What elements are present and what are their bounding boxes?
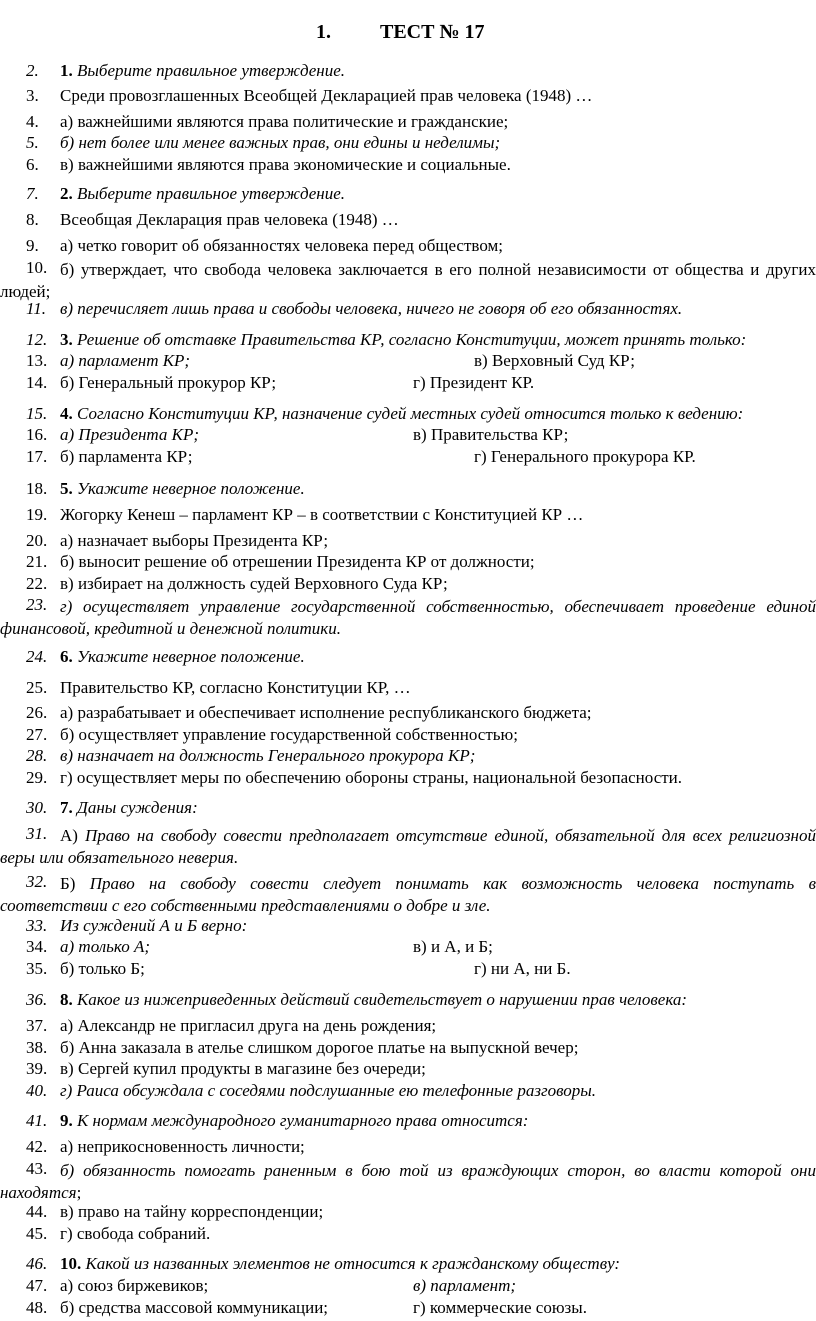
line-text: а) важнейшими являются права политические и гражданские;: [60, 112, 509, 131]
line-text: Всеобщая Декларация прав человека (1948) …: [60, 210, 399, 229]
question-line: [0, 113, 816, 135]
question-line: [0, 237, 816, 259]
line-number: 7.: [26, 184, 39, 203]
question-heading: [0, 331, 816, 353]
line-text: г) осуществляет меры по обеспечению обороны страны, национальной безопасности.: [60, 768, 683, 787]
line-number: 4.: [26, 112, 39, 131]
question-line: [0, 448, 816, 470]
line-text: а) неприкосновенность личности;: [60, 1137, 305, 1156]
question-line: [0, 1138, 816, 1160]
answer-option-right: г) Генерального прокурора КР.: [474, 447, 696, 466]
line-text: Право на свободу совести следует понимать как возможность человека поступать в соответствии с его собственными представлениями о добре и зле.: [0, 874, 816, 915]
question-number: 3.: [60, 330, 73, 349]
line-number: 29.: [26, 768, 48, 787]
line-text: б) утверждает, что свобода человека заключается в его полной независимости от общества и других людей;: [0, 260, 816, 301]
line-text: в) Сергей купил продукты в магазине без очереди;: [60, 1059, 426, 1078]
line-number: 9.: [26, 236, 39, 255]
line-number: 22.: [26, 574, 48, 593]
line-number: 41.: [26, 1111, 48, 1130]
line-text: б) средства массовой коммуникации;: [60, 1298, 329, 1317]
line-text-block: [0, 873, 816, 917]
line-text-block: [0, 1160, 816, 1204]
line-text: б) только Б;: [60, 959, 145, 978]
line-text: а) Президента КР;: [60, 425, 199, 444]
question-number: 6.: [60, 647, 73, 666]
line-number: 20.: [26, 531, 48, 550]
question-heading: [0, 799, 816, 821]
title-number: 1.: [316, 21, 331, 43]
line-number: 33.: [26, 916, 48, 935]
line-text: в) важнейшими являются права экономические и социальные.: [60, 155, 511, 174]
question-text: Выберите правильное утверждение.: [77, 61, 346, 80]
question-number: 4.: [60, 404, 73, 423]
line-number: 16.: [26, 425, 48, 444]
question-heading: [0, 1112, 816, 1134]
line-number: 44.: [26, 1202, 48, 1221]
line-number: 18.: [26, 479, 48, 498]
line-text: б) нет более или менее важных прав, они едины и неделимы;: [60, 133, 501, 152]
question-number: 2.: [60, 184, 73, 203]
question-line: [0, 1017, 816, 1039]
question-number: 10.: [60, 1254, 82, 1273]
question-line: [0, 553, 816, 575]
answer-option-right: г) коммерческие союзы.: [413, 1298, 587, 1317]
question-line: [0, 426, 816, 448]
line-text: Правительство КР, согласно Конституции КР, …: [60, 678, 411, 697]
question-line: [0, 1082, 816, 1104]
question-line: [0, 259, 816, 303]
line-number: 8.: [26, 210, 39, 229]
line-text: б) обязанность помогать раненным в бою той из враждующих сторон, во власти которой они находятся: [0, 1161, 816, 1202]
question-line: [0, 769, 816, 791]
line-text: б) парламента КР;: [60, 447, 193, 466]
question-heading: [0, 1255, 816, 1277]
question-text: Какой из названных элементов не относится к гражданскому обществу:: [85, 1254, 621, 1273]
question-line: [0, 1160, 816, 1204]
line-text: а) разрабатывает и обеспечивает исполнение республиканского бюджета;: [60, 703, 592, 722]
line-number: 31.: [26, 824, 48, 843]
answer-option-right: г) ни А, ни Б.: [474, 959, 571, 978]
question-line: [0, 1060, 816, 1082]
question-line: [0, 1299, 816, 1321]
question-heading: [0, 991, 816, 1013]
line-text: Среди провозглашенных Всеобщей Декларацией прав человека (1948) …: [60, 86, 593, 105]
question-line: [0, 506, 816, 528]
question-line: [0, 1225, 816, 1247]
question-text: Какое из нижеприведенных действий свидетельствует о нарушении прав человека:: [77, 990, 688, 1009]
line-text-block: [0, 596, 816, 640]
question-line: [0, 960, 816, 982]
question-text: Укажите неверное положение.: [77, 479, 305, 498]
line-text: а) Александр не пригласил друга на день рождения;: [60, 1016, 437, 1035]
line-text: Жогорку Кенеш – парламент КР – в соответствии с Конституцией КР …: [60, 505, 584, 524]
line-number: 35.: [26, 959, 48, 978]
line-number: 37.: [26, 1016, 48, 1035]
question-number: 9.: [60, 1111, 73, 1130]
question-line: [0, 575, 816, 597]
question-text: Согласно Конституции КР, назначение судей местных судей относится только к ведению:: [77, 404, 744, 423]
line-text: г) осуществляет управление государственной собственностью, обеспечивает проведение единой финансовой, кредитной и денежной политики.: [0, 597, 816, 638]
line-number: 24.: [26, 647, 48, 666]
line-number: 47.: [26, 1276, 48, 1295]
question-heading: [0, 648, 816, 670]
line-text: Из суждений А и Б верно:: [60, 916, 248, 935]
line-number: 17.: [26, 447, 48, 466]
line-number: 10.: [26, 258, 48, 277]
judgement-label: Б): [60, 874, 90, 893]
line-number: 38.: [26, 1038, 48, 1057]
line-number: 5.: [26, 133, 39, 152]
line-text: б) осуществляет управление государственной собственностью;: [60, 725, 518, 744]
line-text-block: [0, 825, 816, 869]
answer-option-right: в) Верховный Суд КР;: [474, 351, 635, 370]
line-text: б) выносит решение об отрешении Президента КР от должности;: [60, 552, 535, 571]
line-number: 3.: [26, 86, 39, 105]
question-text: Укажите неверное положение.: [77, 647, 305, 666]
line-number: 14.: [26, 373, 48, 392]
line-number: 30.: [26, 798, 48, 817]
line-number: 6.: [26, 155, 39, 174]
question-line: [0, 596, 816, 640]
question-text: Выберите правильное утверждение.: [77, 184, 346, 203]
line-text: а) четко говорит об обязанностях человека перед обществом;: [60, 236, 503, 255]
answer-option-right: в) Правительства КР;: [413, 425, 569, 444]
line-number: 34.: [26, 937, 48, 956]
question-line: [0, 825, 816, 869]
question-line: [0, 726, 816, 748]
line-text: в) избирает на должность судей Верховного Суда КР;: [60, 574, 448, 593]
title-text: ТЕСТ № 17: [380, 21, 485, 43]
line-number: 11.: [26, 299, 46, 318]
question-line: [0, 134, 816, 156]
line-text: в) право на тайну корреспонденции;: [60, 1202, 324, 1221]
line-number: 19.: [26, 505, 48, 524]
line-text: г) свобода собраний.: [60, 1224, 211, 1243]
question-line: [0, 156, 816, 178]
question-heading: [0, 405, 816, 427]
judgement-label: А): [60, 826, 85, 845]
question-number: 5.: [60, 479, 73, 498]
line-text: в) назначает на должность Генерального прокурора КР;: [60, 746, 476, 765]
question-heading: [0, 480, 816, 502]
line-text: а) только А;: [60, 937, 151, 956]
question-number: 1.: [60, 61, 73, 80]
question-heading: [0, 185, 816, 207]
line-number: 45.: [26, 1224, 48, 1243]
line-number: 43.: [26, 1159, 48, 1178]
question-line: [0, 87, 816, 109]
question-line: [0, 873, 816, 917]
question-line: [0, 1277, 816, 1299]
question-line: [0, 211, 816, 233]
line-number: 26.: [26, 703, 48, 722]
line-text-block: [0, 259, 816, 303]
line-number: 23.: [26, 595, 48, 614]
answer-option-right: г) Президент КР.: [413, 373, 535, 392]
line-number: 46.: [26, 1254, 48, 1273]
question-line: [0, 747, 816, 769]
question-line: [0, 679, 816, 701]
answer-option-right: в) парламент;: [413, 1276, 517, 1295]
question-text: К нормам международного гуманитарного права относится:: [77, 1111, 529, 1130]
question-line: [0, 938, 816, 960]
line-number: 36.: [26, 990, 48, 1009]
line-number: 28.: [26, 746, 48, 765]
line-text: а) парламент КР;: [60, 351, 191, 370]
line-number: 25.: [26, 678, 48, 697]
question-line: [0, 1039, 816, 1061]
question-line: [0, 352, 816, 374]
line-number: 2.: [26, 61, 39, 80]
answer-option-right: в) и А, и Б;: [413, 937, 493, 956]
question-line: [0, 532, 816, 554]
question-number: 8.: [60, 990, 73, 1009]
question-text: Даны суждения:: [77, 798, 198, 817]
line-number: 15.: [26, 404, 48, 423]
line-number: 13.: [26, 351, 48, 370]
line-number: 12.: [26, 330, 48, 349]
line-text: б) Генеральный прокурор КР;: [60, 373, 277, 392]
line-text: а) союз биржевиков;: [60, 1276, 209, 1295]
line-text: а) назначает выборы Президента КР;: [60, 531, 329, 550]
question-line: [0, 1203, 816, 1225]
line-number: 39.: [26, 1059, 48, 1078]
line-number: 40.: [26, 1081, 48, 1100]
question-line: [0, 300, 816, 322]
line-number: 32.: [26, 872, 48, 891]
line-number: 42.: [26, 1137, 48, 1156]
line-text-suffix: ;: [76, 1183, 82, 1202]
question-heading: [0, 62, 816, 84]
line-text: б) Анна заказала в ателье слишком дорогое платье на выпускной вечер;: [60, 1038, 579, 1057]
question-line: [0, 374, 816, 396]
line-number: 48.: [26, 1298, 48, 1317]
line-number: 27.: [26, 725, 48, 744]
question-line: [0, 704, 816, 726]
question-line: [0, 917, 816, 939]
line-text: Право на свободу совести предполагает отсутствие единой, обязательной для всех религиозной веры или обязательного неверия.: [0, 826, 816, 867]
question-number: 7.: [60, 798, 73, 817]
line-number: 21.: [26, 552, 48, 571]
line-text: в) перечисляет лишь права и свободы человека, ничего не говоря об его обязанностях.: [60, 299, 683, 318]
question-text: Решение об отставке Правительства КР, согласно Конституции, может принять только:: [77, 330, 747, 349]
line-text: г) Раиса обсуждала с соседями подслушанные ею телефонные разговоры.: [60, 1081, 597, 1100]
